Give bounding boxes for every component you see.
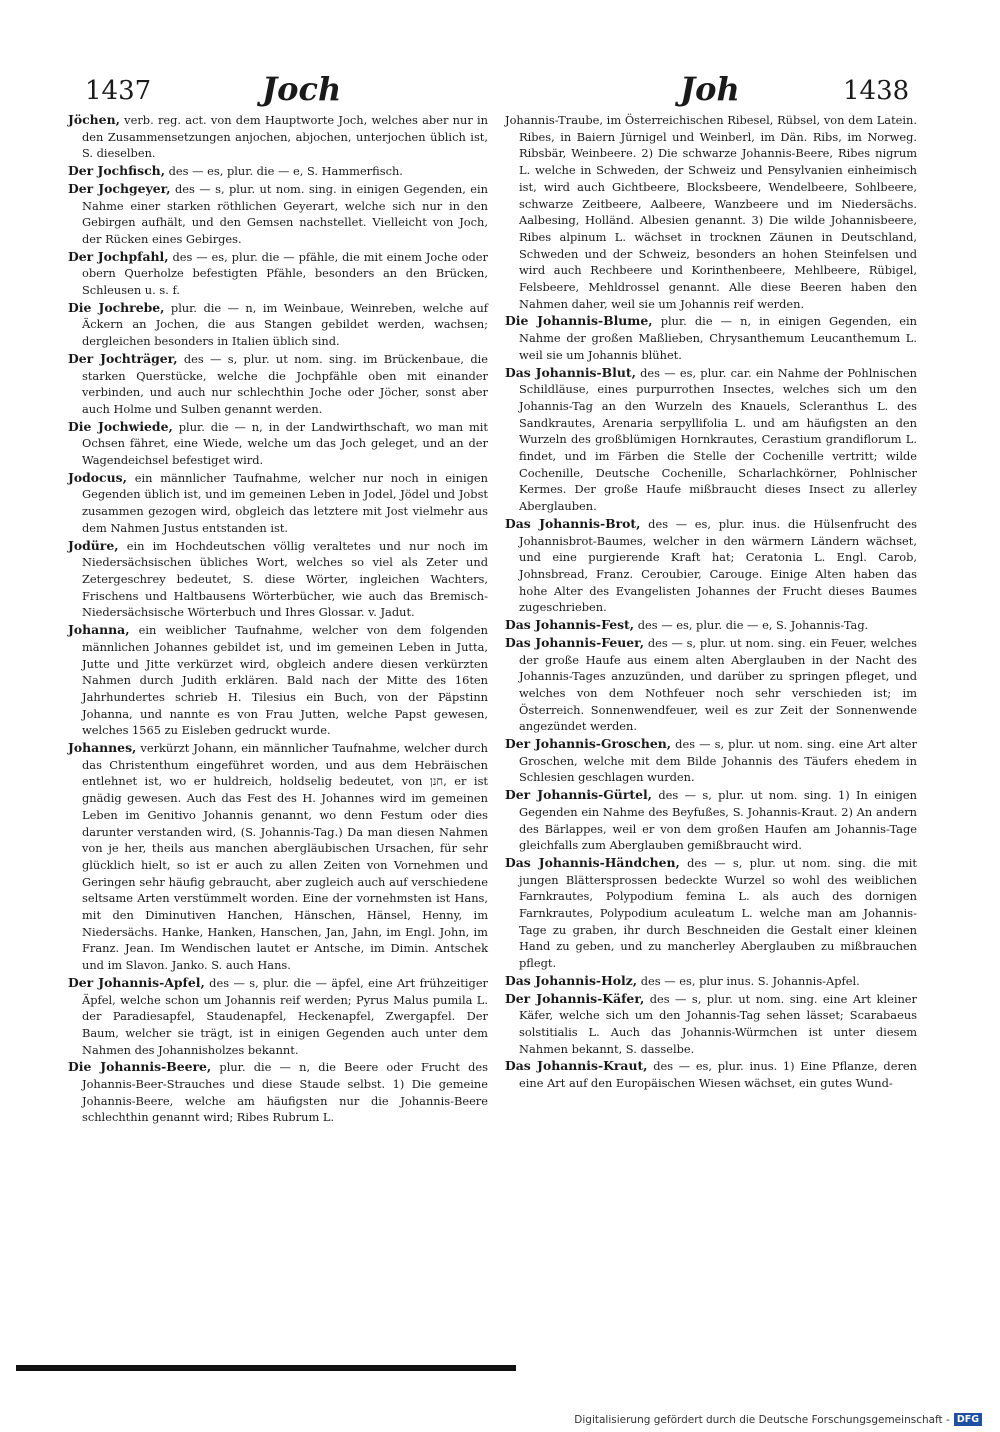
- entry-definition: ein männlicher Taufnahme, welcher nur noch in einigen Gegenden üblich ist, und im gemeinen Leben in Jodel, Jödel und Jobst zusammen gezogen wird, obgleich das letztere mit Jost vielmehr aus dem Nahmen Justus entstanden ist.: [82, 470, 488, 535]
- dictionary-entry: [505, 973, 917, 990]
- footer: [574, 1413, 982, 1426]
- entry-definition: plur. die — n, in der Landwirthschaft, wo man mit Ochsen fähret, eine Wiede, welche um das Joch geleget, und an der Wagendeichsel befestiget wird.: [82, 419, 489, 468]
- dictionary-entry: [505, 617, 917, 634]
- dictionary-entry: [68, 112, 488, 162]
- entry-headword: Der Jochträger,: [68, 350, 178, 366]
- entry-headword: Der Johannis-Gürtel,: [505, 787, 652, 803]
- dictionary-entry: [68, 351, 488, 418]
- dfg-logo-icon: DFG: [954, 1413, 982, 1426]
- dictionary-entry: [505, 516, 917, 616]
- dictionary-entry: [68, 740, 488, 974]
- entry-definition: des — s, plur. ut nom. sing. eine Art kleiner Käfer, welche sich um den Johannis-Tag sehen lässet; Scarabaeus solstitialis L. Auch das Johannis-Würmchen ist unter diesem Nahmen bekannt, S. dasselbe.: [519, 991, 917, 1056]
- dictionary-entry: [505, 1058, 917, 1091]
- entry-definition: des — s, plur. die — äpfel, eine Art frühzeitiger Äpfel, welche schon um Johannis reif werden; Pyrus Malus pumila L. der Paradiesapfel, Staudenapfel, Heckenapfel, Zwergapfel. Der Baum, welcher sie trägt, ist in einigen Gegenden auch unter dem Nahmen des Johannisholzes bekannt.: [82, 975, 489, 1057]
- entry-definition: ein im Hochdeutschen völlig veraltetes und nur noch im Niedersächsischen übliches Wort, welches so viel als Zeter und Zetergeschrey bedeutet, S. diese Wörter, ingleichen Wachters, Frischens und Haltbausens Wörterbücher, wie auch das Bremisch-Niedersächsische Wörterbuch und Ihres Glossar. v. Jadut.: [82, 538, 488, 620]
- left-page-number: 1437: [85, 76, 152, 106]
- entry-headword: Jodocus,: [68, 469, 127, 485]
- dictionary-entry: [505, 991, 917, 1058]
- entry-definition: Johannis-Traube, im Österreichischen Ribesel, Rübsel, von dem Latein. Ribes, in Baiern Jürnigel und Weinberl, im Dän. Ribs, im Norweg. Ribsbär, Weinbeere. 2) Die schwarze Johannis-Beere, Ribes nigrum L. welche in Schweden, der Schweiz und Pensylvanien einheimisch ist, wird auch Gichtbeere, Blocksbeere, Wendelbeere, Sohlbeere, schwarze Zeitbeere, Aalbeere, Wanzbeere und im Niedersächs. Aalbesing, Holländ. Albesien genannt. 3) Die wilde Johannisbeere, Ribes alpinum L. wächset in trocknen Zäunen in Deutschland, Schweden und der Schweiz, besonders an hohen Steinfelsen und wird auch Rechbeere und Korinthenbeere, Mehlbeere, Rübigel, Felsbeere, Mehldrossel genannt. Alle diese Beeren haben den Nahmen daher, weil sie um Johannis reif werden.: [505, 113, 917, 311]
- entry-headword: Die Johannis-Blume,: [505, 313, 653, 329]
- entry-headword: Das Johannis-Holz,: [505, 972, 638, 988]
- right-page-number: 1438: [843, 76, 910, 106]
- entry-headword: Johanna,: [68, 622, 130, 638]
- entry-headword: Das Johannis-Kraut,: [505, 1058, 648, 1074]
- entry-headword: Der Johannis-Groschen,: [505, 736, 672, 752]
- right-column: [505, 112, 917, 1093]
- dictionary-entry: [68, 163, 488, 180]
- dictionary-entry: [68, 470, 488, 537]
- entry-definition: des — s, plur. ut nom. sing. im Brückenbaue, die starken Querstücke, welche die Jochpfähle oben mit einander verbinden, und auch nur schlechthin Joche oder Jöcher, sonst aber auch Holme und Sulben genannt werden.: [82, 351, 488, 416]
- entry-definition: verb. reg. act. von dem Hauptworte Joch, welches aber nur in den Zusammensetzungen anjochen, abjochen, unterjochen üblich ist, S. dieselben.: [82, 113, 488, 161]
- entry-definition: plur. die — n, in einigen Gegenden, ein Nahme der großen Maßlieben, Chrysanthemum Leucanthemum L. weil sie um Johannis blühet.: [519, 314, 918, 362]
- entry-headword: Die Jochrebe,: [68, 299, 165, 315]
- dictionary-entry: [68, 249, 488, 299]
- entry-headword: Der Jochgeyer,: [68, 180, 171, 196]
- entry-definition: des — s, plur. ut nom. sing. in einigen Gegenden, ein Nahme einer starken röthlichen Geyerart, welche sich nur in den Gebirgen aufhält, und den Gemsen nachstellet. Vielleicht von Joch, der Rücken eines Gebirges.: [82, 181, 488, 246]
- entry-headword: Das Johannis-Feuer,: [505, 634, 645, 650]
- entry-definition: des — s, plur. ut nom. sing. ein Feuer, welches der große Haufe aus einem alten Aberglauben in der Nacht des Johannis-Tages anzuzünden, und darüber zu springen pfleget, und welches von dem Nothfeuer noch sehr verschieden ist; im Österreich. Sonnenwendfeuer, weil es zur Zeit der Sonnenwende angezündet werden.: [519, 635, 917, 734]
- dictionary-entry: [68, 975, 488, 1059]
- dictionary-entry: [505, 365, 917, 515]
- dictionary-entry: [68, 622, 488, 739]
- entry-definition: plur. die — n, im Weinbaue, Weinreben, welche auf Äckern an Jochen, die aus Stangen gebildet werden, wachsen; dergleichen besonders in Italien üblich sind.: [82, 300, 488, 349]
- entry-headword: Die Johannis-Beere,: [68, 1059, 212, 1075]
- entry-headword: Der Jochpfahl,: [68, 248, 169, 264]
- dictionary-entry: [68, 181, 488, 248]
- entry-definition: des — es, plur. inus. 1) Eine Pflanze, deren eine Art auf den Europäischen Wiesen wächset, ein gutes Wund-: [519, 1059, 917, 1091]
- entry-definition: des — s, plur. ut nom. sing. 1) In einigen Gegenden ein Nahme des Beyfußes, S. Johannis-Kraut. 2) An andern des Bärlappes, weil er von dem großen Haufen am Johannis-Tage gleichfalls zum Aberglauben gemißbraucht wird.: [519, 788, 917, 853]
- dictionary-entry: [505, 736, 917, 786]
- left-column: [68, 112, 488, 1127]
- entry-definition: verkürzt Johann, ein männlicher Taufnahme, welcher durch das Christenthum eingeführet worden, und aus dem Hebräischen entlehnet ist, wo er huldreich, holdselig bedeutet, von חנן, er ist gnädig gewesen. Auch das Fest des H. Johannes wird im gemeinen Leben im Genitivo Johannis genannt, wo denn Festum oder dies darunter verstanden wird, (S. Johannis-Tag.) Da man diesen Nahmen von je her, theils aus manchen abergläubischen Ursachen, für sehr glücklich hielt, so ist er auch zu allen Zeiten von Vornehmen und Geringen sehr häufig gebraucht, aber zugleich auch auf verschiedene seltsame Arten verstümmelt worden. Eine der vornehmsten ist Hans, mit den Diminutiven Hanchen, Hänschen, Hänsel, Henny, im Niedersächs. Hanke, Hanken, Hanschen, Jan, Jahn, im Engl. John, im Franz. Jean. Im Wendischen lautet er Antsche, im Dimin. Antschek und im Slavon. Janko. S. auch Hans.: [82, 741, 488, 973]
- dictionary-entry: [68, 538, 488, 622]
- entry-definition: des — es, plur inus. S. Johannis-Apfel.: [640, 973, 860, 988]
- entry-definition: des — es, plur. inus. die Hülsenfrucht des Johannisbrot-Baumes, welcher in den wärmern Ländern wächset, und eine purgierende Kraft hat; Ceratonia L. Engl. Carob, Johnsbread, Franz. Ceroubier, Carouge. Einige Alten haben das hohe Alter des Evangelisten Johannes der Frucht dieses Baumes zugeschrieben.: [519, 516, 918, 615]
- entry-definition: des — es, plur. die — pfähle, die mit einem Joche oder obern Querholze befestigten Pfähle, besonders an den Brücken, Schleusen u. s. f.: [82, 249, 488, 298]
- entry-headword: Das Johannis-Händchen,: [505, 854, 680, 870]
- dictionary-entry: [68, 300, 488, 350]
- entry-definition: des — es, plur. die — e, S. Johannis-Tag.: [637, 618, 869, 633]
- dictionary-entry: [505, 635, 917, 735]
- entry-headword: Die Jochwiede,: [68, 418, 173, 434]
- entry-headword: Das Johannis-Fest,: [505, 617, 635, 633]
- entry-headword: Johannes,: [68, 740, 137, 756]
- entry-headword: Das Johannis-Brot,: [505, 515, 641, 531]
- dictionary-entry: [68, 1059, 488, 1126]
- entry-headword: Jöchen,: [68, 112, 120, 127]
- entry-headword: Der Jochfisch,: [68, 163, 166, 179]
- entry-headword: Der Johannis-Käfer,: [505, 990, 645, 1006]
- entry-definition: des — s, plur. ut nom. sing. eine Art alter Groschen, welche mit dem Bilde Johannis des Täufers ehedem in Schlesien geschlagen wurden.: [519, 737, 917, 785]
- entry-definition: plur. die — n, die Beere oder Frucht des Johannis-Beer-Strauches und diese Staude selbst. 1) Die gemeine Johannis-Beere, welche am häufigsten nur die Johannis-Beere schlechthin genannt wird; Ribes Rubrum L.: [82, 1060, 488, 1125]
- entry-headword: Das Johannis-Blut,: [505, 364, 636, 380]
- footer-text: Digitalisierung gefördert durch die Deutsche Forschungsgemeinschaft -: [574, 1413, 950, 1426]
- dictionary-entry: [68, 419, 488, 469]
- entry-headword: Der Johannis-Apfel,: [68, 974, 205, 990]
- dictionary-entry: [505, 313, 917, 363]
- entry-definition: des — es, plur. die — e, S. Hammerfisch.: [168, 164, 403, 179]
- entry-headword: Jodüre,: [68, 537, 119, 553]
- entry-definition: des — s, plur. ut nom. sing. die mit jungen Blättersprossen bedeckte Wurzel so wohl des weiblichen Farnkrautes, Polypodium femina L. als auch des dornigen Farnkrautes, Polypodium aculeatum L. welche man am Johannis-Tage zu graben, ihr durch Beschneiden die Gestalt einer kleinen Hand zu geben, und zu mancherley Aberglauben zu mißbrauchen pflegt.: [519, 855, 917, 971]
- dictionary-entry: [505, 112, 917, 312]
- entry-definition: des — es, plur. car. ein Nahme der Pohlnischen Schildläuse, eines purpurrothen Insectes, welches sich um den Johannis-Tag an den Wurzeln des Knauels, Scleranthus L. des Sandkrautes, Arenaria serpyllifolia L. und am häufigsten an den Wurzeln des großblümigen Hornkrautes, Cerastium grandiflorum L. findet, und im Färben die Stelle der Cochenille vertritt; wilde Cochenille, Deutsche Cochenille, Scharlachkörner, Pohlnischer Kermes. Der große Haufe mißbraucht dieses Insect zu allerley Aberglauben.: [519, 365, 918, 514]
- right-head-word: Joh: [680, 70, 740, 108]
- left-head-word: Joch: [262, 70, 342, 108]
- dictionary-entry: [505, 855, 917, 972]
- bottom-rule: [16, 1365, 516, 1371]
- entry-definition: ein weiblicher Taufnahme, welcher von dem folgenden männlichen Johannes gebildet ist, und im gemeinen Leben in Jutta, Jutte und Jitte verkürzet wird, obgleich andere diesen verkürzten Nahmen durch Judith erklären. Bald nach der Mitte des 16ten Jahrhundertes schrieb H. Tilesius ein Buch, von der Päpstinn Johanna, und nannte es von Frau Jutten, welche Papst gewesen, welches 1565 zu Eisleben gedruckt wurde.: [82, 623, 488, 738]
- dictionary-entry: [505, 787, 917, 854]
